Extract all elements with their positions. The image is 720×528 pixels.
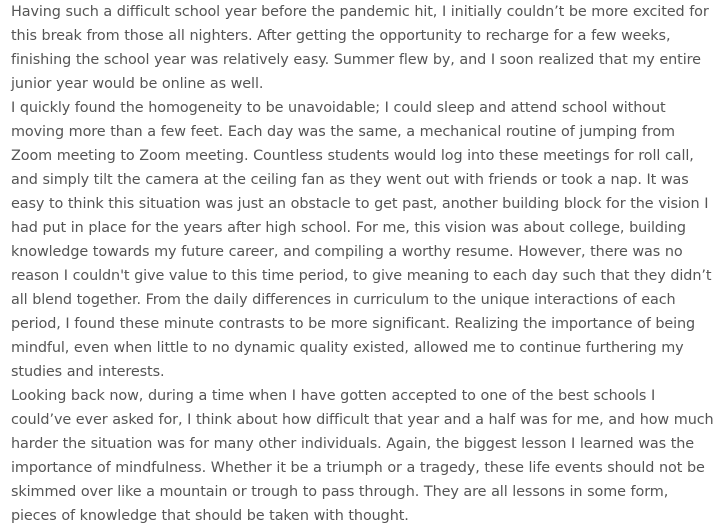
paragraph-1: Having such a difficult school year before the pandemic hit, I initially couldn’t be more excited for this break from those all nighters. After getting the opportunity to recharge for a few weeks, finishing the school year was relatively easy. Summer flew by, and I soon realized that my entire junior year would be online as well. — [11, 4, 709, 92]
paragraph-3: Looking back now, during a time when I have gotten accepted to one of the best schools I could’ve ever asked for, I think about how difficult that year and a half was for me, and how much harder the situation was for many other individuals. Again, the biggest lesson I learned was the importance of mindfulness. Whether it be a triumph or a tragedy, these life events should not be skimmed over like a mountain or trough to pass through. They are all lessons in some form, pieces of knowledge that should be taken with thought. — [11, 388, 714, 524]
essay-body — [11, 0, 717, 528]
paragraph-2: I quickly found the homogeneity to be unavoidable; I could sleep and attend school without moving more than a few feet. Each day was the same, a mechanical routine of jumping from Zoom meeting to Zoom meeting. Countless students would log into these meetings for roll call, and simply tilt the camera at the ceiling fan as they went out with friends or took a nap. It was easy to think this situation was just an obstacle to get past, another building block for the vision I had put in place for the years after high school. For me, this vision was about college, building knowledge towards my future career, and compiling a worthy resume. However, there was no reason I couldn't give value to this time period, to give meaning to each day such that they didn’t all blend together. From the daily differences in curriculum to the unique interactions of each period, I found these minute contrasts to be more significant. Realizing the importance of being mindful, even when little to no dynamic quality existed, allowed me to continue furthering my studies and interests. — [11, 100, 712, 380]
